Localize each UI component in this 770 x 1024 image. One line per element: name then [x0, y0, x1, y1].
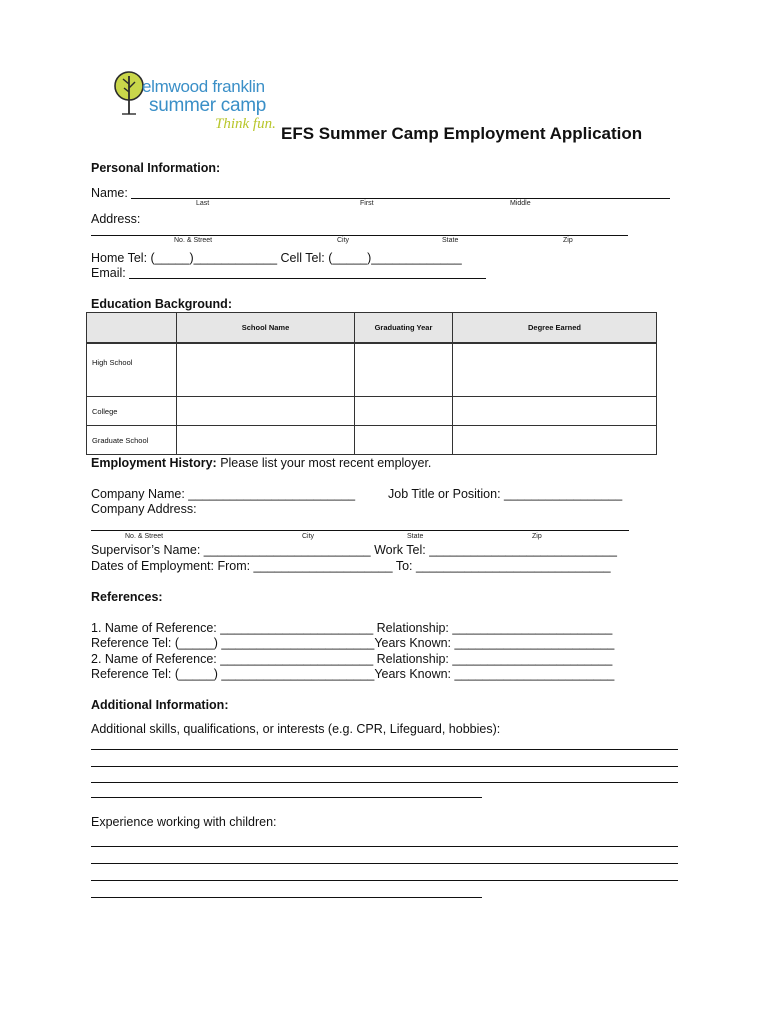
address-label: Address: [91, 212, 141, 226]
employment-intro: Please list your most recent employer. [216, 456, 432, 470]
address-field[interactable] [91, 235, 628, 236]
company-name-field[interactable]: Company Name: ________________________ [91, 487, 356, 501]
children-answer-line[interactable] [91, 880, 678, 881]
col-degree-earned: Degree Earned [453, 313, 657, 344]
table-row [87, 343, 657, 397]
cell-input[interactable] [177, 343, 355, 397]
personal-heading: Personal Information: [91, 161, 221, 175]
email-field[interactable] [129, 278, 486, 279]
supervisor-line[interactable]: Supervisor’s Name: ________________________ Work Tel: ___________________________ [91, 543, 617, 557]
company-address-label: Company Address: [91, 502, 197, 516]
employment-heading-line [91, 456, 431, 471]
row-label-high-school: High School [87, 343, 177, 397]
page-title: EFS Summer Camp Employment Application [281, 124, 643, 143]
address-street-label: No. & Street [174, 237, 213, 244]
skills-prompt: Additional skills, qualifications, or interests (e.g. CPR, Lifeguard, hobbies): [91, 722, 501, 736]
cell-input[interactable] [355, 397, 453, 426]
col-graduating-year: Graduating Year [355, 313, 453, 344]
table-header-row [87, 313, 657, 344]
cell-input[interactable] [453, 343, 657, 397]
additional-heading: Additional Information: [91, 698, 229, 712]
cell-input[interactable] [355, 426, 453, 455]
address-zip-label: Zip [563, 237, 573, 244]
address-state-label: State [442, 237, 459, 244]
phone-line: Home Tel: (_____)____________ Cell Tel: (_____)_____________ [91, 251, 462, 265]
reference-line[interactable]: 2. Name of Reference: ______________________ Relationship: _______________________ [91, 652, 613, 666]
email-label: Email: [91, 266, 126, 280]
children-answer-line[interactable] [91, 846, 678, 847]
job-title-field[interactable]: Job Title or Position: _________________ [388, 487, 623, 501]
reference-line[interactable]: Reference Tel: (_____) ______________________Years Known: _______________________ [91, 636, 615, 650]
skills-answer-line[interactable] [91, 797, 482, 798]
cell-input[interactable] [453, 397, 657, 426]
education-heading: Education Background: [91, 297, 232, 311]
cell-input[interactable] [177, 397, 355, 426]
reference-line[interactable]: 1. Name of Reference: ______________________ Relationship: _______________________ [91, 621, 613, 635]
name-field[interactable] [131, 198, 670, 199]
skills-answer-line[interactable] [91, 766, 678, 767]
children-prompt: Experience working with children: [91, 815, 277, 829]
table-row [87, 426, 657, 455]
children-answer-line[interactable] [91, 863, 678, 864]
logo-line1: elmwood franklin [142, 77, 265, 96]
name-label: Name: [91, 186, 128, 200]
name-first-label: First [360, 200, 374, 207]
education-table [86, 312, 657, 455]
company-address-field[interactable] [91, 530, 629, 531]
company-zip-label: Zip [532, 533, 542, 540]
name-last-label: Last [196, 200, 210, 207]
cell-input[interactable] [453, 426, 657, 455]
name-middle-label: Middle [510, 200, 531, 207]
row-label-graduate-school: Graduate School [87, 426, 177, 455]
employment-heading: Employment History: [91, 456, 217, 470]
children-answer-line[interactable] [91, 897, 482, 898]
company-street-label: No. & Street [125, 533, 164, 540]
address-city-label: City [337, 237, 350, 244]
row-label-college: College [87, 397, 177, 426]
company-state-label: State [407, 533, 424, 540]
reference-line[interactable]: Reference Tel: (_____) ______________________Years Known: _______________________ [91, 667, 615, 681]
skills-answer-line[interactable] [91, 782, 678, 783]
table-corner-cell [87, 313, 177, 344]
skills-answer-line[interactable] [91, 749, 678, 750]
company-city-label: City [302, 533, 315, 540]
col-school-name: School Name [177, 313, 355, 344]
logo-tagline: Think fun. [215, 116, 276, 132]
cell-input[interactable] [177, 426, 355, 455]
table-row [87, 397, 657, 426]
camp-logo [112, 66, 282, 140]
cell-input[interactable] [355, 343, 453, 397]
logo-line2: summer camp [149, 95, 267, 116]
dates-line[interactable]: Dates of Employment: From: ____________________ To: ____________________________ [91, 559, 611, 573]
references-heading: References: [91, 590, 163, 604]
